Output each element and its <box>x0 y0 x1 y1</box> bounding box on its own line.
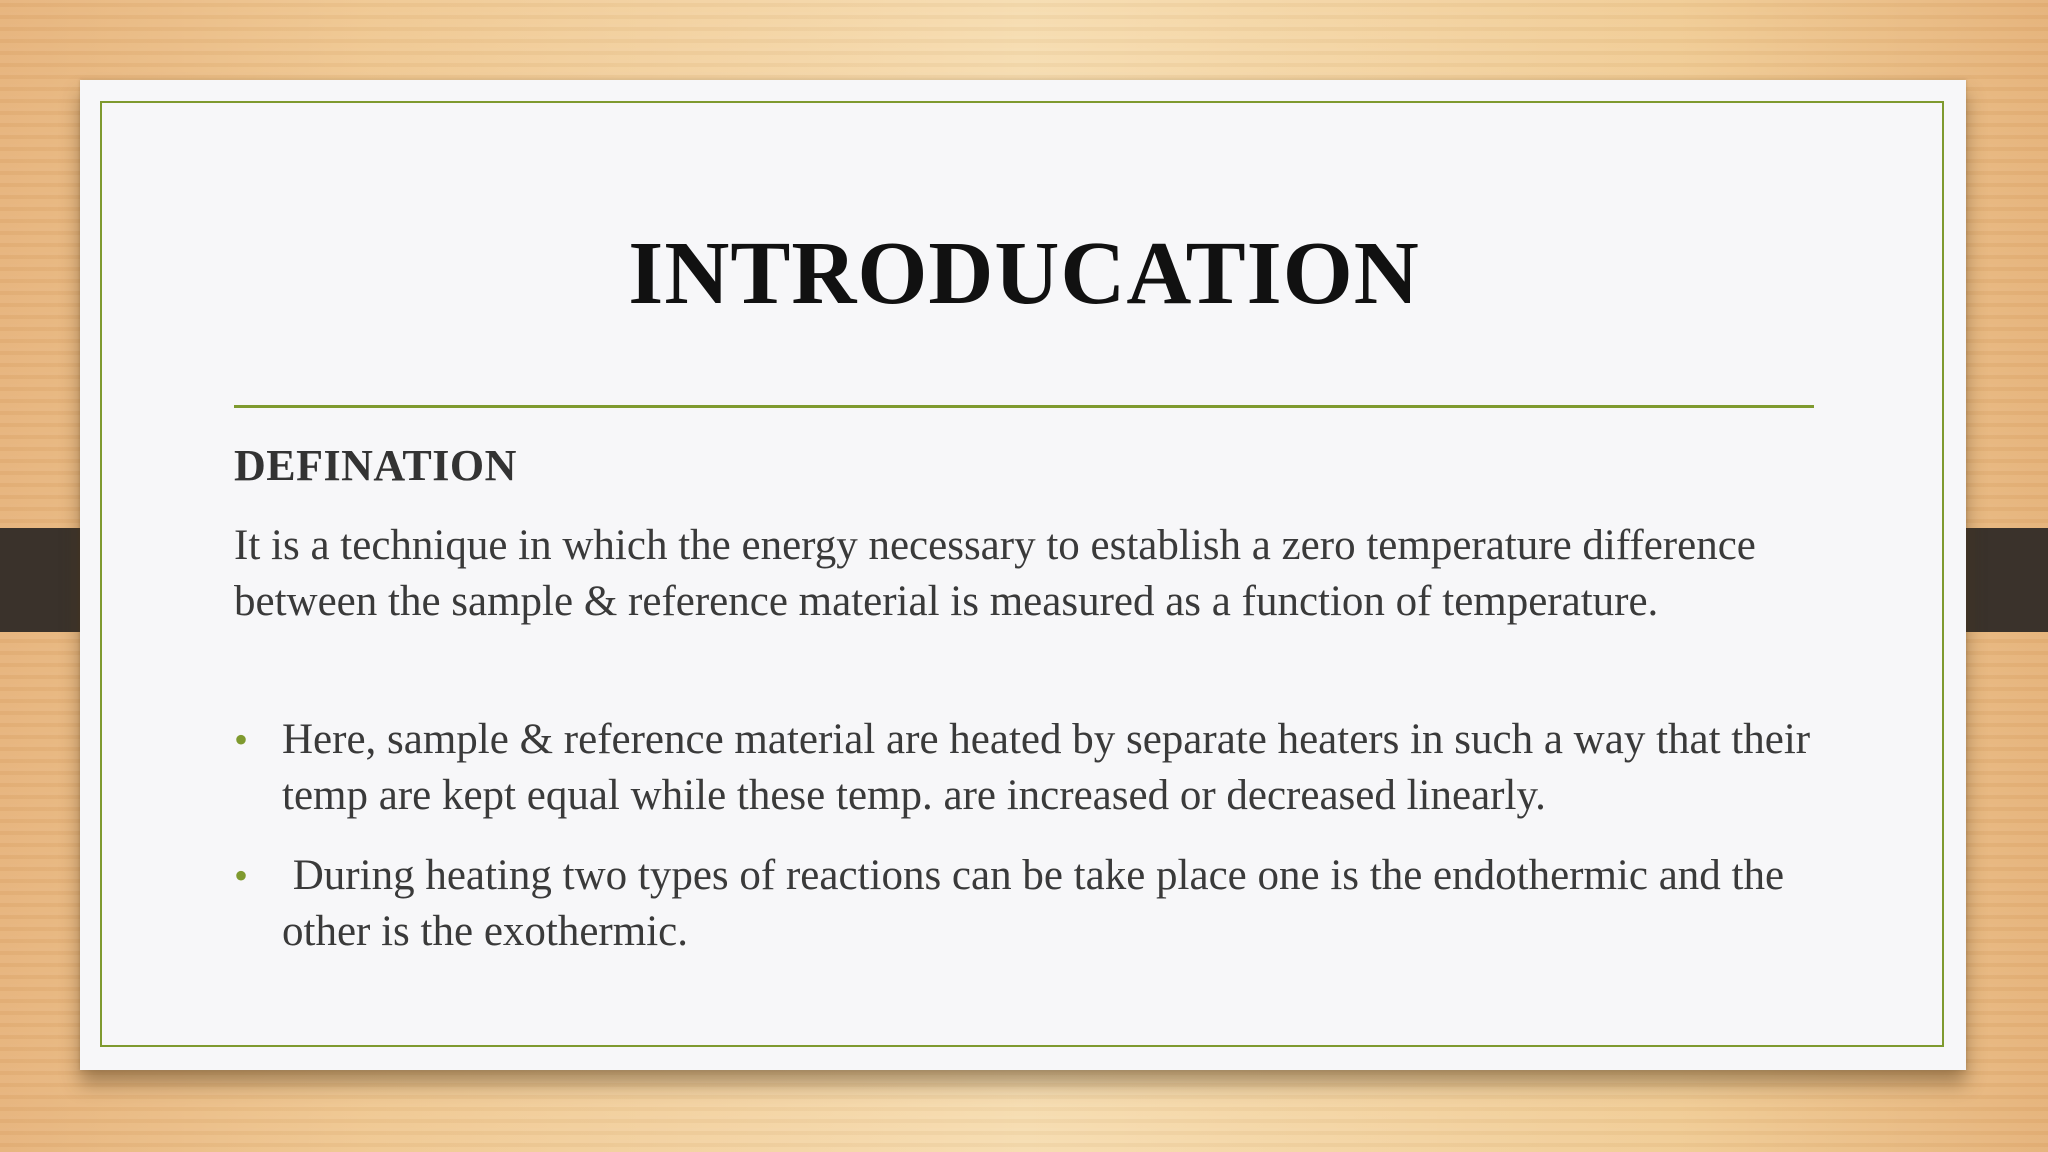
bullet-item <box>234 712 1834 824</box>
section-heading: DEFINATION <box>234 441 517 490</box>
bullet-text: Here, sample & reference material are heated by separate heaters in such a way that their temp are kept equal while these temp. are increased or decreased linearly. <box>282 716 1811 819</box>
title-divider <box>234 405 1814 408</box>
bullet-item <box>234 848 1834 960</box>
bullet-text: During heating two types of reactions can be take place one is the endothermic and the other is the exothermic. <box>282 852 1795 955</box>
definition-paragraph: It is a technique in which the energy necessary to establish a zero temperature difference between the sample & reference material is measured as a function of temperature. <box>234 522 1756 625</box>
bullet-dot-icon: • <box>234 853 249 898</box>
bullet-list <box>234 712 1834 984</box>
slide-title: INTRODUCATION <box>628 224 1420 323</box>
bullet-dot-icon: • <box>234 717 249 762</box>
